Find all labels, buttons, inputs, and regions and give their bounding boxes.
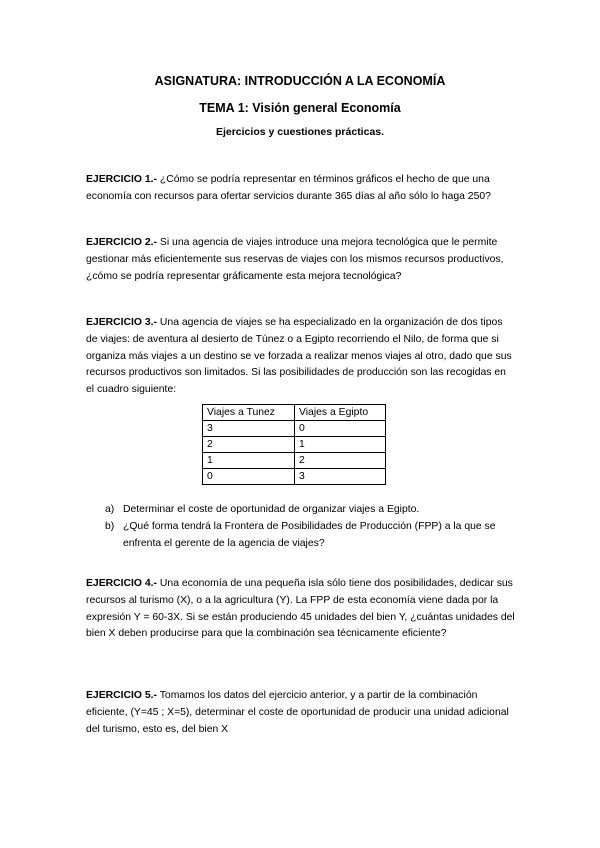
table-cell: 3 (203, 421, 295, 437)
production-possibilities-table (202, 404, 386, 485)
question-a-label: a) (105, 504, 115, 515)
subtitle: Ejercicios y cuestiones prácticas. (215, 126, 385, 138)
exercise-3-label: EJERCICIO 3.- (86, 317, 158, 328)
table-cell: 2 (203, 437, 295, 453)
exercise-3 (86, 315, 516, 399)
question-a-text: Determinar el coste de oportunidad de organizar viajes a Egipto. (123, 504, 420, 515)
table-row (203, 453, 386, 469)
exercise-2-text: Si una agencia de viajes introduce una mejora tecnológica que le permite gestionar más eficientemente sus reservas de viajes con los mismos recursos productivos, ¿cómo se podría representar gráficamente esta mejora tecnológica? (86, 237, 504, 282)
list-item (105, 502, 525, 519)
exercise-3-questions (105, 502, 525, 552)
exercise-2-label: EJERCICIO 2.- (86, 237, 158, 248)
table-header-egipto: Viajes a Egipto (295, 405, 386, 421)
table-row (203, 421, 386, 437)
question-b-text: ¿Qué forma tendrá la Frontera de Posibilidades de Producción (FPP) a la que se enfrenta el gerente de la agencia de viajes? (123, 520, 496, 549)
exercise-1-label: EJERCICIO 1.- (86, 174, 158, 185)
subject-heading: ASIGNATURA: INTRODUCCIÓN A LA ECONOMÍA (154, 74, 446, 88)
exercise-4 (86, 576, 516, 643)
exercise-2 (86, 235, 516, 285)
exercise-5-label: EJERCICIO 5.- (86, 690, 158, 701)
table-cell: 2 (295, 453, 386, 469)
table-header-tunez: Viajes a Tunez (203, 405, 295, 421)
exercise-5-text: Tomamos los datos del ejercicio anterior, y a partir de la combinación eficiente, (Y=45 ; X=5), determinar el coste de oportunidad de producir una unidad adicional del turismo, esto es, del bien X (86, 690, 509, 735)
exercise-3-text: Una agencia de viajes se ha especializado en la organización de dos tipos de viajes: de aventura al desierto de Túnez o a Egipto recorriendo el Nilo, de forma que si organiza más viajes a un destino se ve forzada a realizar menos viajes al otro, dado que sus recursos productivos son limitados. Si las posibilidades de producción son las recogidas en el cuadro siguiente: (86, 317, 512, 396)
table-cell: 0 (203, 469, 295, 485)
table-row (203, 469, 386, 485)
table-row (203, 437, 386, 453)
exercise-4-label: EJERCICIO 4.- (86, 578, 158, 589)
exercise-1 (86, 172, 516, 206)
exercise-1-text: ¿Cómo se podría representar en términos gráficos el hecho de que una economía con recursos para ofertar servicios durante 365 días al año sólo lo haga 250? (86, 174, 491, 202)
table-header-row (203, 405, 386, 421)
table-cell: 1 (203, 453, 295, 469)
table-cell: 3 (295, 469, 386, 485)
exercise-5 (86, 688, 516, 738)
table-cell: 1 (295, 437, 386, 453)
question-b-label: b) (105, 520, 115, 532)
list-item (105, 519, 525, 553)
topic-heading: TEMA 1: Visión general Economía (199, 101, 401, 115)
table-cell: 0 (295, 421, 386, 437)
exercise-4-text: Una economía de una pequeña isla sólo tiene dos posibilidades, dedicar sus recursos al turismo (X), o a la agricultura (Y). La FPP de esta economía viene dada por la expresión Y = 60-3X. Si se están produciendo 45 unidades del bien Y, ¿cuántas unidades del bien X deben producirse para que la combinación sea técnicamente eficiente? (86, 578, 515, 640)
